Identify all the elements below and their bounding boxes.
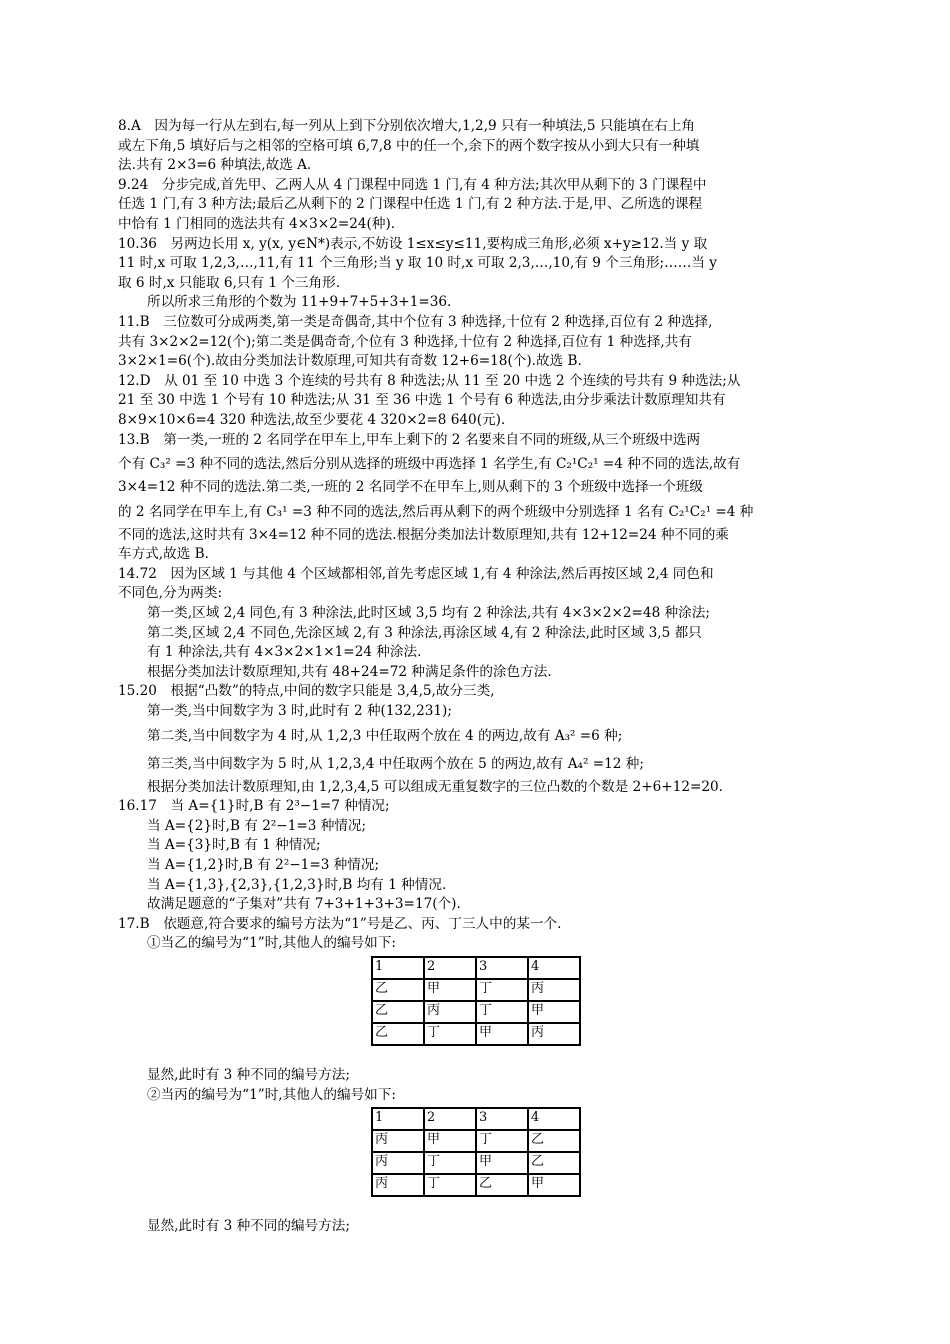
- table-cell: 1: [372, 957, 424, 979]
- paragraph-line: 11.B 三位数可分成两类,第一类是奇偶奇,其中个位有 3 种选择,十位有 2 种选择,百位有 2 种选择,: [118, 313, 713, 330]
- solution-item: [118, 372, 830, 431]
- paragraph-line: 16.17 当 A={1}时,B 有 2³−1=7 种情况;: [118, 798, 390, 815]
- numbering-table-2: [371, 1107, 581, 1197]
- indented-line: 第二类,当中间数字为 4 时,从 1,2,3 中任取两个放在 4 的两边,故有 A₃² =6 种;: [147, 727, 623, 744]
- table-cell: 丁: [424, 1023, 476, 1045]
- table-row: [372, 979, 580, 1001]
- paragraph-line: 中恰有 1 门相同的选法共有 4×3×2=24(种).: [118, 215, 396, 232]
- table-cell: 丁: [424, 1174, 476, 1196]
- solution-item: [118, 313, 830, 372]
- paragraph-line: 9.24 分步完成,首先甲、乙两人从 4 门课程中同选 1 门,有 4 种方法;其次甲从剩下的 3 门课程中: [118, 176, 707, 193]
- indented-line: 根据分类加法计数原理知,共有 48+24=72 种满足条件的涂色方法.: [147, 663, 552, 680]
- indented-line: 第二类,区域 2,4 不同色,先涂区域 2,有 3 种涂法,再涂区域 4,有 2 种涂法,此时区域 3,5 都只: [147, 624, 702, 641]
- table-cell: 丙: [372, 1152, 424, 1174]
- paragraph-line: 或左下角,5 填好后与之相邻的空格可填 6,7,8 中的任一个,余下的两个数字按从小到大只有一种填: [118, 137, 700, 154]
- paragraph-line: 取 6 时,x 只能取 6,只有 1 个三角形.: [118, 274, 341, 291]
- table-cell: 丙: [424, 1001, 476, 1023]
- table-cell: 乙: [372, 979, 424, 1001]
- solution-item: [118, 431, 830, 565]
- paragraph-line: 任选 1 门,有 3 种方法;最后乙从剩下的 2 门课程中任选 1 门,有 2 种方法.于是,甲、乙所选的课程: [118, 196, 703, 213]
- paragraph-line: 17.B 依题意,符合要求的编号方法为“1”号是乙、丙、丁三人中的某一个.: [118, 915, 562, 932]
- table-cell: 2: [424, 1108, 476, 1130]
- paragraph-line: 3×2×1=6(个).故由分类加法计数原理,可知共有奇数 12+6=18(个).故选 B.: [118, 353, 582, 370]
- indented-line: 第三类,当中间数字为 5 时,从 1,2,3,4 中任取两个放在 5 的两边,故有 A₄² =12 种;: [147, 755, 644, 772]
- table-row: [372, 1130, 580, 1152]
- solution-item: [118, 915, 830, 954]
- paragraph-line: 14.72 因为区域 1 与其他 4 个区域都相邻,首先考虑区域 1,有 4 种涂法,然后再按区域 2,4 同色和: [118, 565, 714, 582]
- paragraph-line: 显然,此时有 3 种不同的编号方法;: [147, 1218, 350, 1235]
- indented-line: 当 A={3}时,B 有 1 种情况;: [147, 837, 321, 854]
- paragraph-line: 车方式,故选 B.: [118, 546, 209, 563]
- paragraph-line: 3×4=12 种不同的选法.第二类,一班的 2 名同学不在甲车上,则从剩下的 3 个班级中选择一个班级: [118, 479, 704, 496]
- paragraph-line: 不同的选法,这时共有 3×4=12 种不同的选法.根据分类加法计数原理知,共有 12+12=24 种不同的乘: [118, 526, 729, 543]
- indented-line: 有 1 种涂法,共有 4×3×2×1×1=24 种涂法.: [147, 644, 422, 661]
- indented-line: 根据分类加法计数原理知,由 1,2,3,4,5 可以组成无重复数字的三位凸数的个数是 2+6+12=20.: [147, 778, 724, 795]
- table-cell: 3: [476, 1108, 528, 1130]
- table-cell: 2: [424, 957, 476, 979]
- table-cell: 甲: [476, 1152, 528, 1174]
- table-header-row: [372, 1108, 580, 1130]
- paragraph-line: 个有 C₃² =3 种不同的选法,然后分别从选择的班级中再选择 1 名学生,有 C₂¹C₂¹ =4 种不同的选法,故有: [118, 456, 741, 473]
- indented-line: 第一类,区域 2,4 同色,有 3 种涂法,此时区域 3,5 均有 2 种涂法,共有 4×3×2×2=48 种涂法;: [147, 605, 710, 622]
- table-cell: 乙: [528, 1152, 580, 1174]
- table-header-row: [372, 957, 580, 979]
- indented-line: 当 A={2}时,B 有 2²−1=3 种情况;: [147, 817, 367, 834]
- table-cell: 乙: [372, 1023, 424, 1045]
- paragraph-line: ②当丙的编号为“1”时,其他人的编号如下:: [147, 1086, 396, 1103]
- solution-item: [118, 565, 830, 683]
- table-cell: 乙: [528, 1130, 580, 1152]
- paragraph-line: 8×9×10×6=4 320 种选法,故至少要花 4 320×2=8 640(元).: [118, 411, 506, 428]
- solution-list: [118, 117, 830, 954]
- numbering-table-1: [371, 956, 581, 1046]
- indented-line: 所以所求三角形的个数为 11+9+7+5+3+1=36.: [147, 294, 452, 311]
- indented-line: ①当乙的编号为“1”时,其他人的编号如下:: [147, 935, 396, 952]
- table-cell: 乙: [476, 1174, 528, 1196]
- solution-item: [118, 797, 830, 915]
- table-cell: 丙: [372, 1130, 424, 1152]
- table-row: [372, 1001, 580, 1023]
- paragraph-line: 显然,此时有 3 种不同的编号方法;: [147, 1066, 350, 1083]
- table-cell: 丁: [476, 1130, 528, 1152]
- table-cell: 丙: [372, 1174, 424, 1196]
- solution-item: [118, 235, 830, 313]
- paragraph-line: 21 至 30 中选 1 个号有 10 种选法;从 31 至 36 中选 1 个号有 6 种选法,由分步乘法计数原理知共有: [118, 392, 726, 409]
- table-cell: 丁: [476, 1001, 528, 1023]
- paragraph-line: 不同色,分为两类:: [118, 585, 223, 602]
- table-cell: 甲: [528, 1174, 580, 1196]
- table-row: [372, 1023, 580, 1045]
- solution-item: [118, 176, 830, 235]
- table-cell: 丙: [528, 979, 580, 1001]
- table-cell: 4: [528, 1108, 580, 1130]
- answer-document: [118, 117, 830, 1237]
- paragraph-line: 共有 3×2×2=12(个);第二类是偶奇奇,个位有 3 种选择,十位有 2 种选择,百位有 1 种选择,共有: [118, 333, 692, 350]
- paragraph-line: 10.36 另两边长用 x, y(x, y∈N*)表示,不妨设 1≤x≤y≤11,要构成三角形,必须 x+y≥12.当 y 取: [118, 235, 708, 252]
- table-cell: 甲: [476, 1023, 528, 1045]
- table-cell: 甲: [528, 1001, 580, 1023]
- solution-item: [118, 117, 830, 176]
- paragraph-line: 13.B 第一类,一班的 2 名同学在甲车上,甲车上剩下的 2 名要来自不同的班级,从三个班级中选两: [118, 431, 701, 448]
- table-cell: 丁: [424, 1152, 476, 1174]
- paragraph-line: 的 2 名同学在甲车上,有 C₃¹ =3 种不同的选法,然后再从剩下的两个班级中分别选择 1 名有 C₂¹C₂¹ =4 种: [118, 503, 754, 520]
- paragraph-line: 8.A 因为每一行从左到右,每一列从上到下分别依次增大,1,2,9 只有一种填法,5 只能填在右上角: [118, 118, 696, 134]
- table-cell: 甲: [424, 1130, 476, 1152]
- indented-line: 故满足题意的“子集对”共有 7+3+1+3+3=17(个).: [147, 896, 461, 913]
- paragraph-line: 11 时,x 可取 1,2,3,…,11,有 11 个三角形;当 y 取 10 时,x 可取 2,3,…,10,有 9 个三角形;……当 y: [118, 255, 717, 272]
- table-row: [372, 1152, 580, 1174]
- table-cell: 乙: [372, 1001, 424, 1023]
- indented-line: 当 A={1,3},{2,3},{1,2,3}时,B 均有 1 种情况.: [147, 876, 447, 893]
- table-row: [372, 1174, 580, 1196]
- table-cell: 1: [372, 1108, 424, 1130]
- table-cell: 丙: [528, 1023, 580, 1045]
- table-cell: 甲: [424, 979, 476, 1001]
- indented-line: 当 A={1,2}时,B 有 2²−1=3 种情况;: [147, 857, 380, 873]
- paragraph-line: 法.共有 2×3=6 种填法,故选 A.: [118, 157, 312, 174]
- table-cell: 4: [528, 957, 580, 979]
- paragraph-line: 15.20 根据“凸数”的特点,中间的数字只能是 3,4,5,故分三类,: [118, 683, 495, 700]
- solution-item: [118, 682, 830, 797]
- table-cell: 3: [476, 957, 528, 979]
- indented-line: 第一类,当中间数字为 3 时,此时有 2 种(132,231);: [147, 703, 452, 720]
- table-cell: 丁: [476, 979, 528, 1001]
- paragraph-line: 12.D 从 01 至 10 中选 3 个连续的号共有 8 种选法;从 11 至 20 中选 2 个连续的号共有 9 种选法;从: [118, 372, 741, 389]
